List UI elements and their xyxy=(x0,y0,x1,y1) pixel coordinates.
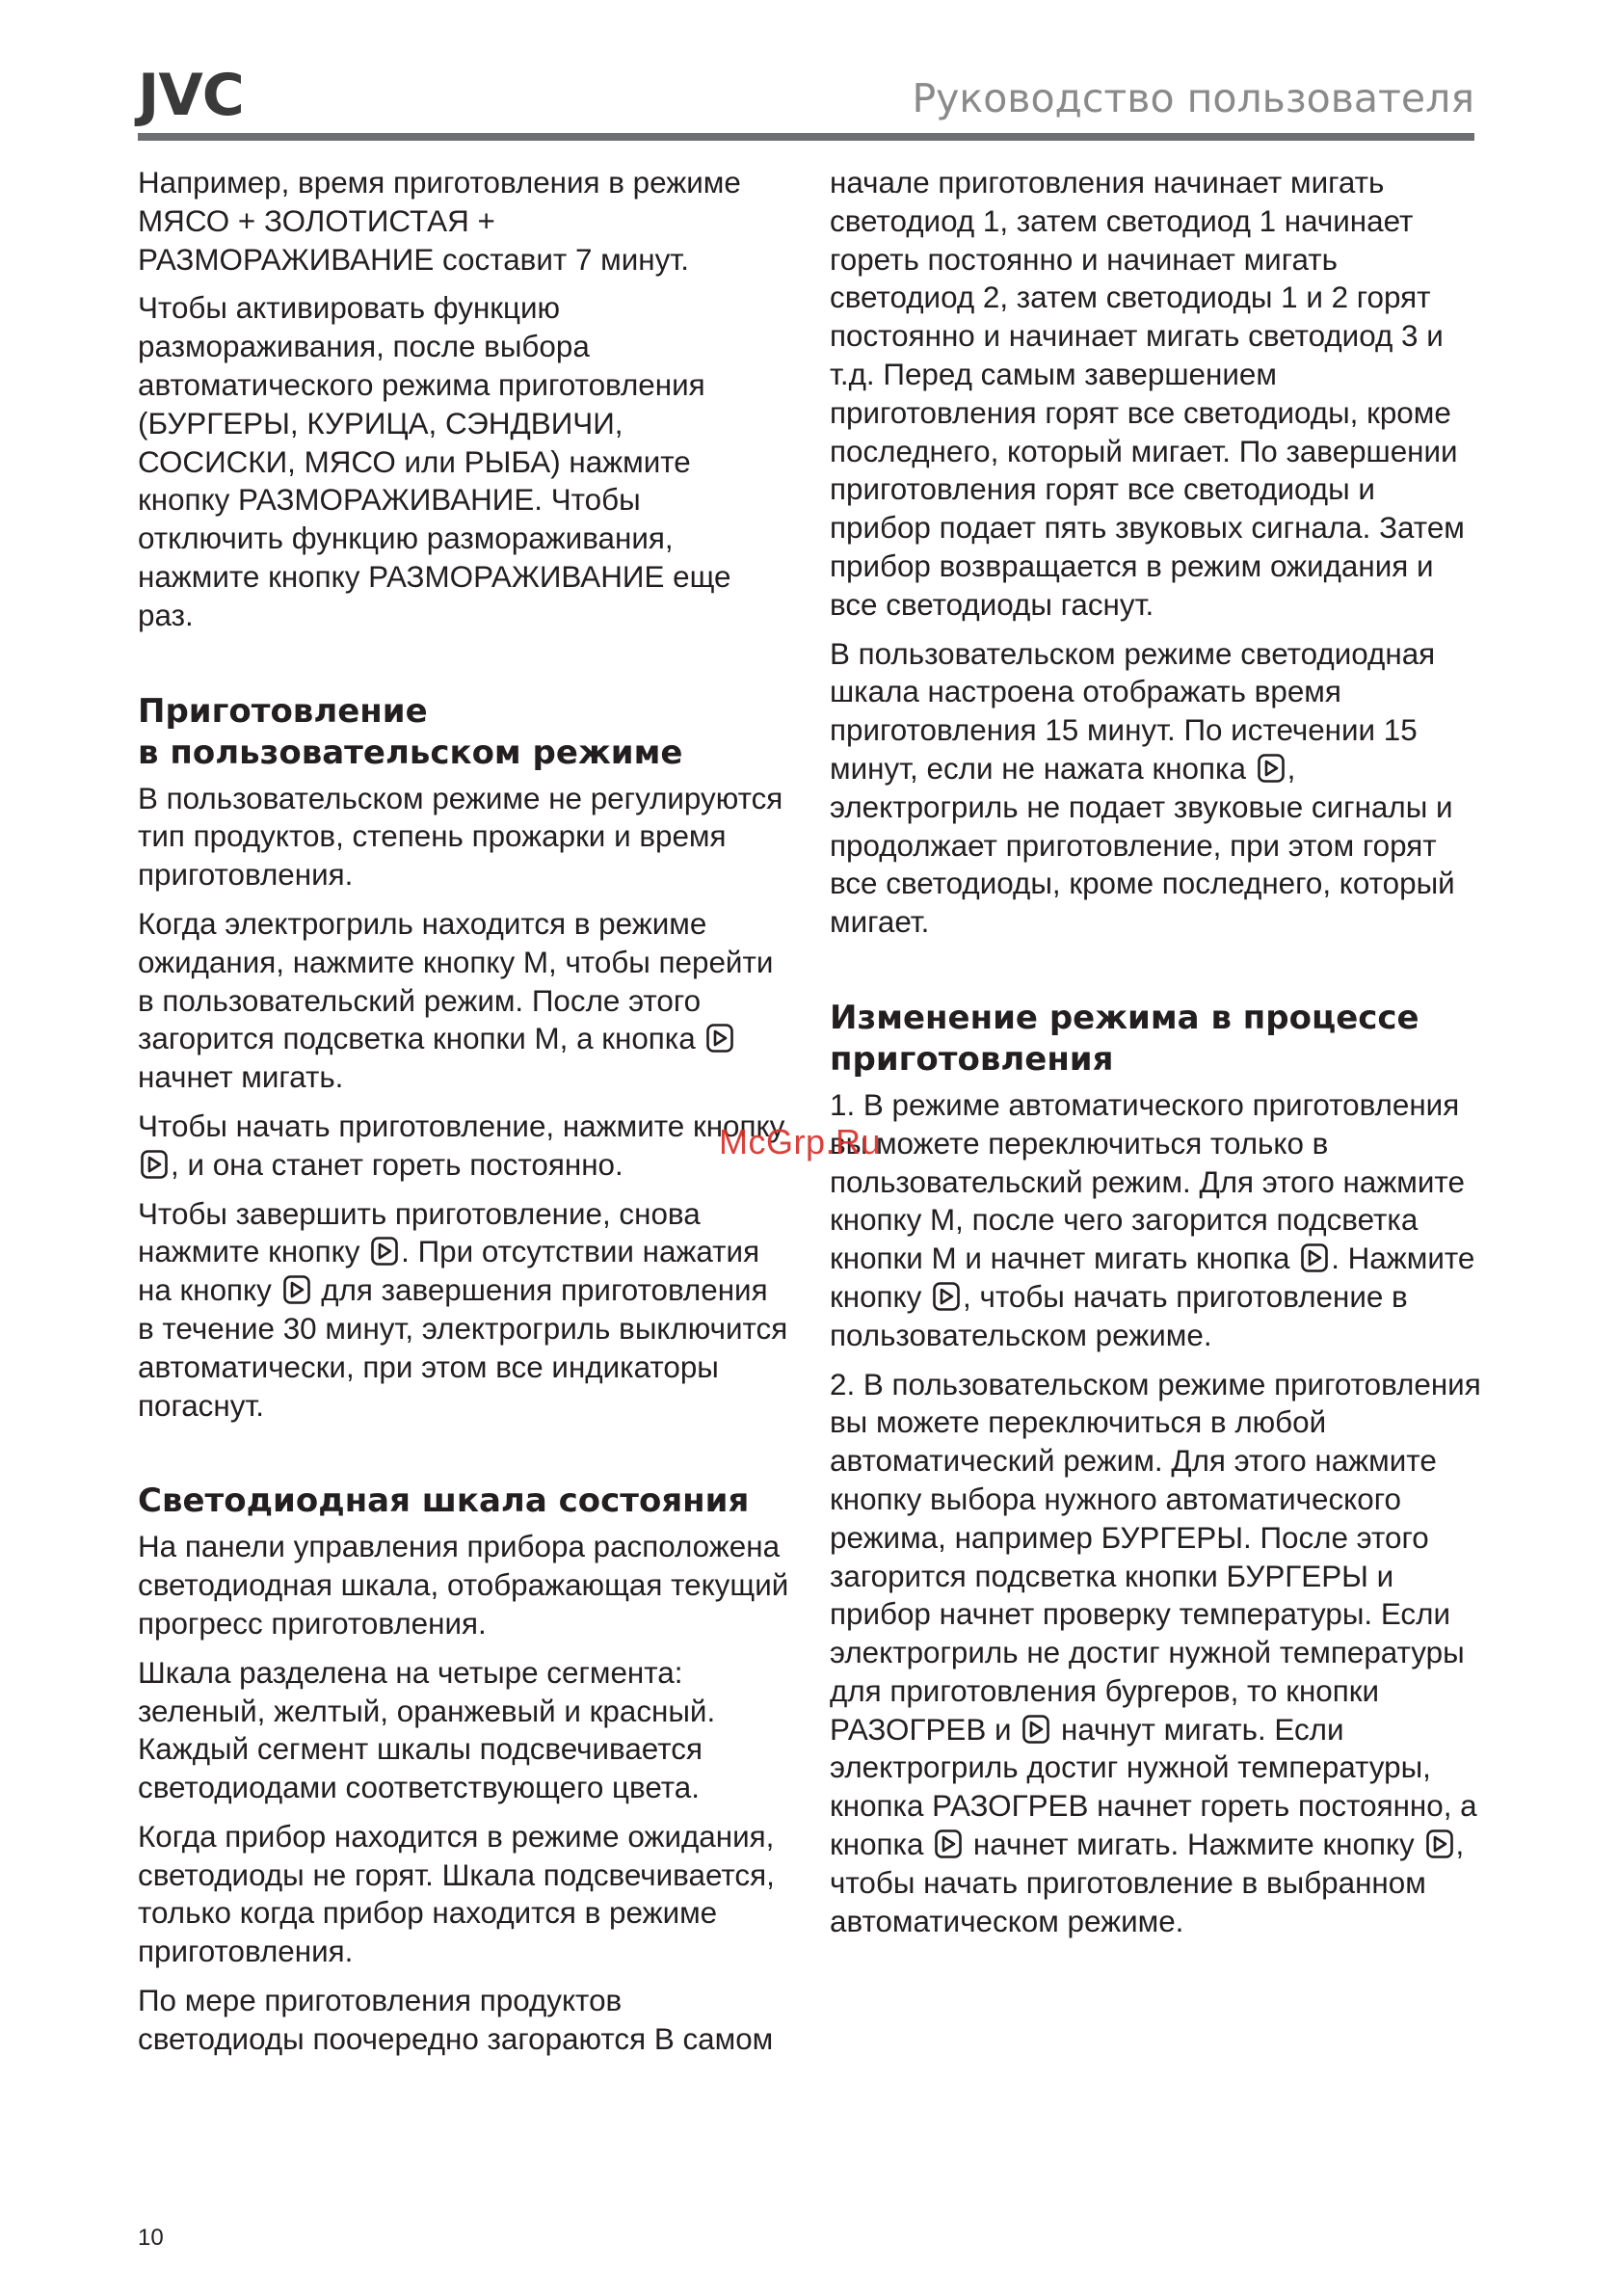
play-button-icon xyxy=(283,1275,310,1304)
left-column xyxy=(138,164,789,2069)
play-button-icon xyxy=(935,1829,962,1858)
paragraph: Чтобы завершить приготовление, снова нажмите кнопку . При отсутствии нажатия на кнопку для завершения приготовления в течение 30 минут, электрогриль выключится автоматически, при этом все индикаторы погаснут. xyxy=(138,1196,788,1423)
play-button-icon xyxy=(141,1150,168,1179)
section-heading-mode-change: Изменение режима в процессе приготовления xyxy=(830,998,1419,1079)
jvc-logo: JVC xyxy=(138,62,244,129)
play-button-icon xyxy=(706,1024,733,1053)
paragraph: 1. В режиме автоматического приготовления вы можете переключиться только в пользовательский режим. Для этого нажмите кнопку М, после чего загорится подсветка кнопки М и начнет мигать кнопка . Нажмите кнопку , чтобы начать приготовление в пользовательском режиме. xyxy=(830,1087,1475,1352)
play-button-icon xyxy=(1301,1243,1328,1272)
section-heading-custom-mode: Приготовление в пользовательском режиме xyxy=(138,691,683,772)
section-heading-led-scale: Светодиодная шкала состояния xyxy=(138,1482,750,1521)
header-rule xyxy=(138,133,1474,141)
paragraph: В пользовательском режиме не регулируются тип продуктов, степень прожарки и время приготовления. xyxy=(138,781,783,893)
play-button-icon xyxy=(1258,754,1285,783)
paragraph: Шкала разделена на четыре сегмента: зеленый, желтый, оранжевый и красный. Каждый сегмент шкалы подсвечивается светодиодами соответствующего цвета. xyxy=(138,1655,716,1805)
paragraph: Чтобы активировать функцию размораживания, после выбора автоматического режима приготовления (БУРГЕРЫ, КУРИЦА, СЭНДВИЧИ, СОСИСКИ, МЯСО или РЫБА) нажмите кнопку РАЗМОРАЖИВАНИЕ. Чтобы отключить функцию размораживания, нажмите кнопку РАЗМОРАЖИВАНИЕ еще раз. xyxy=(138,291,731,632)
paragraph: 2. В пользовательском режиме приготовления вы можете переключиться в любой автоматический режим. Для этого нажмите кнопку выбора нужного автоматического режима, например БУРГЕРЫ. После этого загорится подсветка кнопки БУРГЕРЫ и прибор начнет проверку температуры. Если электрогриль не достиг нужной температуры для приготовления бургеров, то кнопки РАЗОГРЕВ и начнут мигать. Если электрогриль достиг нужной температуры, кнопка РАЗОГРЕВ начнет гореть постоянно, а кнопка начнет мигать. Нажмите кнопку , чтобы начать приготовление в выбранном автоматическом режиме. xyxy=(830,1367,1481,1938)
paragraph: Чтобы начать приготовление, нажмите кнопку , и она станет гореть постоянно. xyxy=(138,1108,785,1182)
paragraph: На панели управления прибора расположена светодиодная шкала, отображающая текущий прогресс приготовления. xyxy=(138,1530,789,1641)
play-button-icon xyxy=(1022,1715,1049,1744)
page-number: 10 xyxy=(138,2225,164,2251)
play-button-icon xyxy=(371,1237,398,1266)
header-title: Руководство пользователя xyxy=(912,75,1474,121)
play-button-icon xyxy=(933,1282,960,1311)
paragraph: Например, время приготовления в режиме МЯСО + ЗОЛОТИСТАЯ + РАЗМОРАЖИВАНИЕ составит 7 минут. xyxy=(138,166,741,277)
paragraph: По мере приготовления продуктов светодиоды поочередно загораются В самом xyxy=(138,1984,774,2056)
paragraph: Когда электрогриль находится в режиме ожидания, нажмите кнопку М, чтобы перейти в пользовательский режим. После этого загорится подсветка кнопки М, а кнопка начнет мигать. xyxy=(138,906,774,1095)
watermark: McGrp.Ru xyxy=(719,1122,882,1161)
paragraph: В пользовательском режиме светодиодная шкала настроена отображать время приготовления 15 минут. По истечении 15 минут, если не нажата кнопка , электрогриль не подает звуковые сигналы и продолжает приготовление, при этом горят все светодиоды, кроме последнего, который мигает. xyxy=(830,636,1455,940)
right-column xyxy=(830,164,1481,1951)
play-button-icon xyxy=(1426,1829,1453,1858)
page-header xyxy=(138,58,1474,145)
paragraph: начале приготовления начинает мигать светодиод 1, затем светодиод 1 начинает гореть постоянно и начинает мигать светодиод 2, затем светодиоды 1 и 2 горят постоянно и начинает мигать светодиод 3 и т.д. Перед самым завершением приготовления горят все светодиоды, кроме последнего, который мигает. По завершении приготовления горят все светодиоды и прибор подает пять звуковых сигнала. Затем прибор возвращается в режим ожидания и все светодиоды гаснут. xyxy=(830,166,1465,622)
paragraph: Когда прибор находится в режиме ожидания, светодиоды не горят. Шкала подсвечивается, только когда прибор находится в режиме приготовления. xyxy=(138,1819,775,1969)
